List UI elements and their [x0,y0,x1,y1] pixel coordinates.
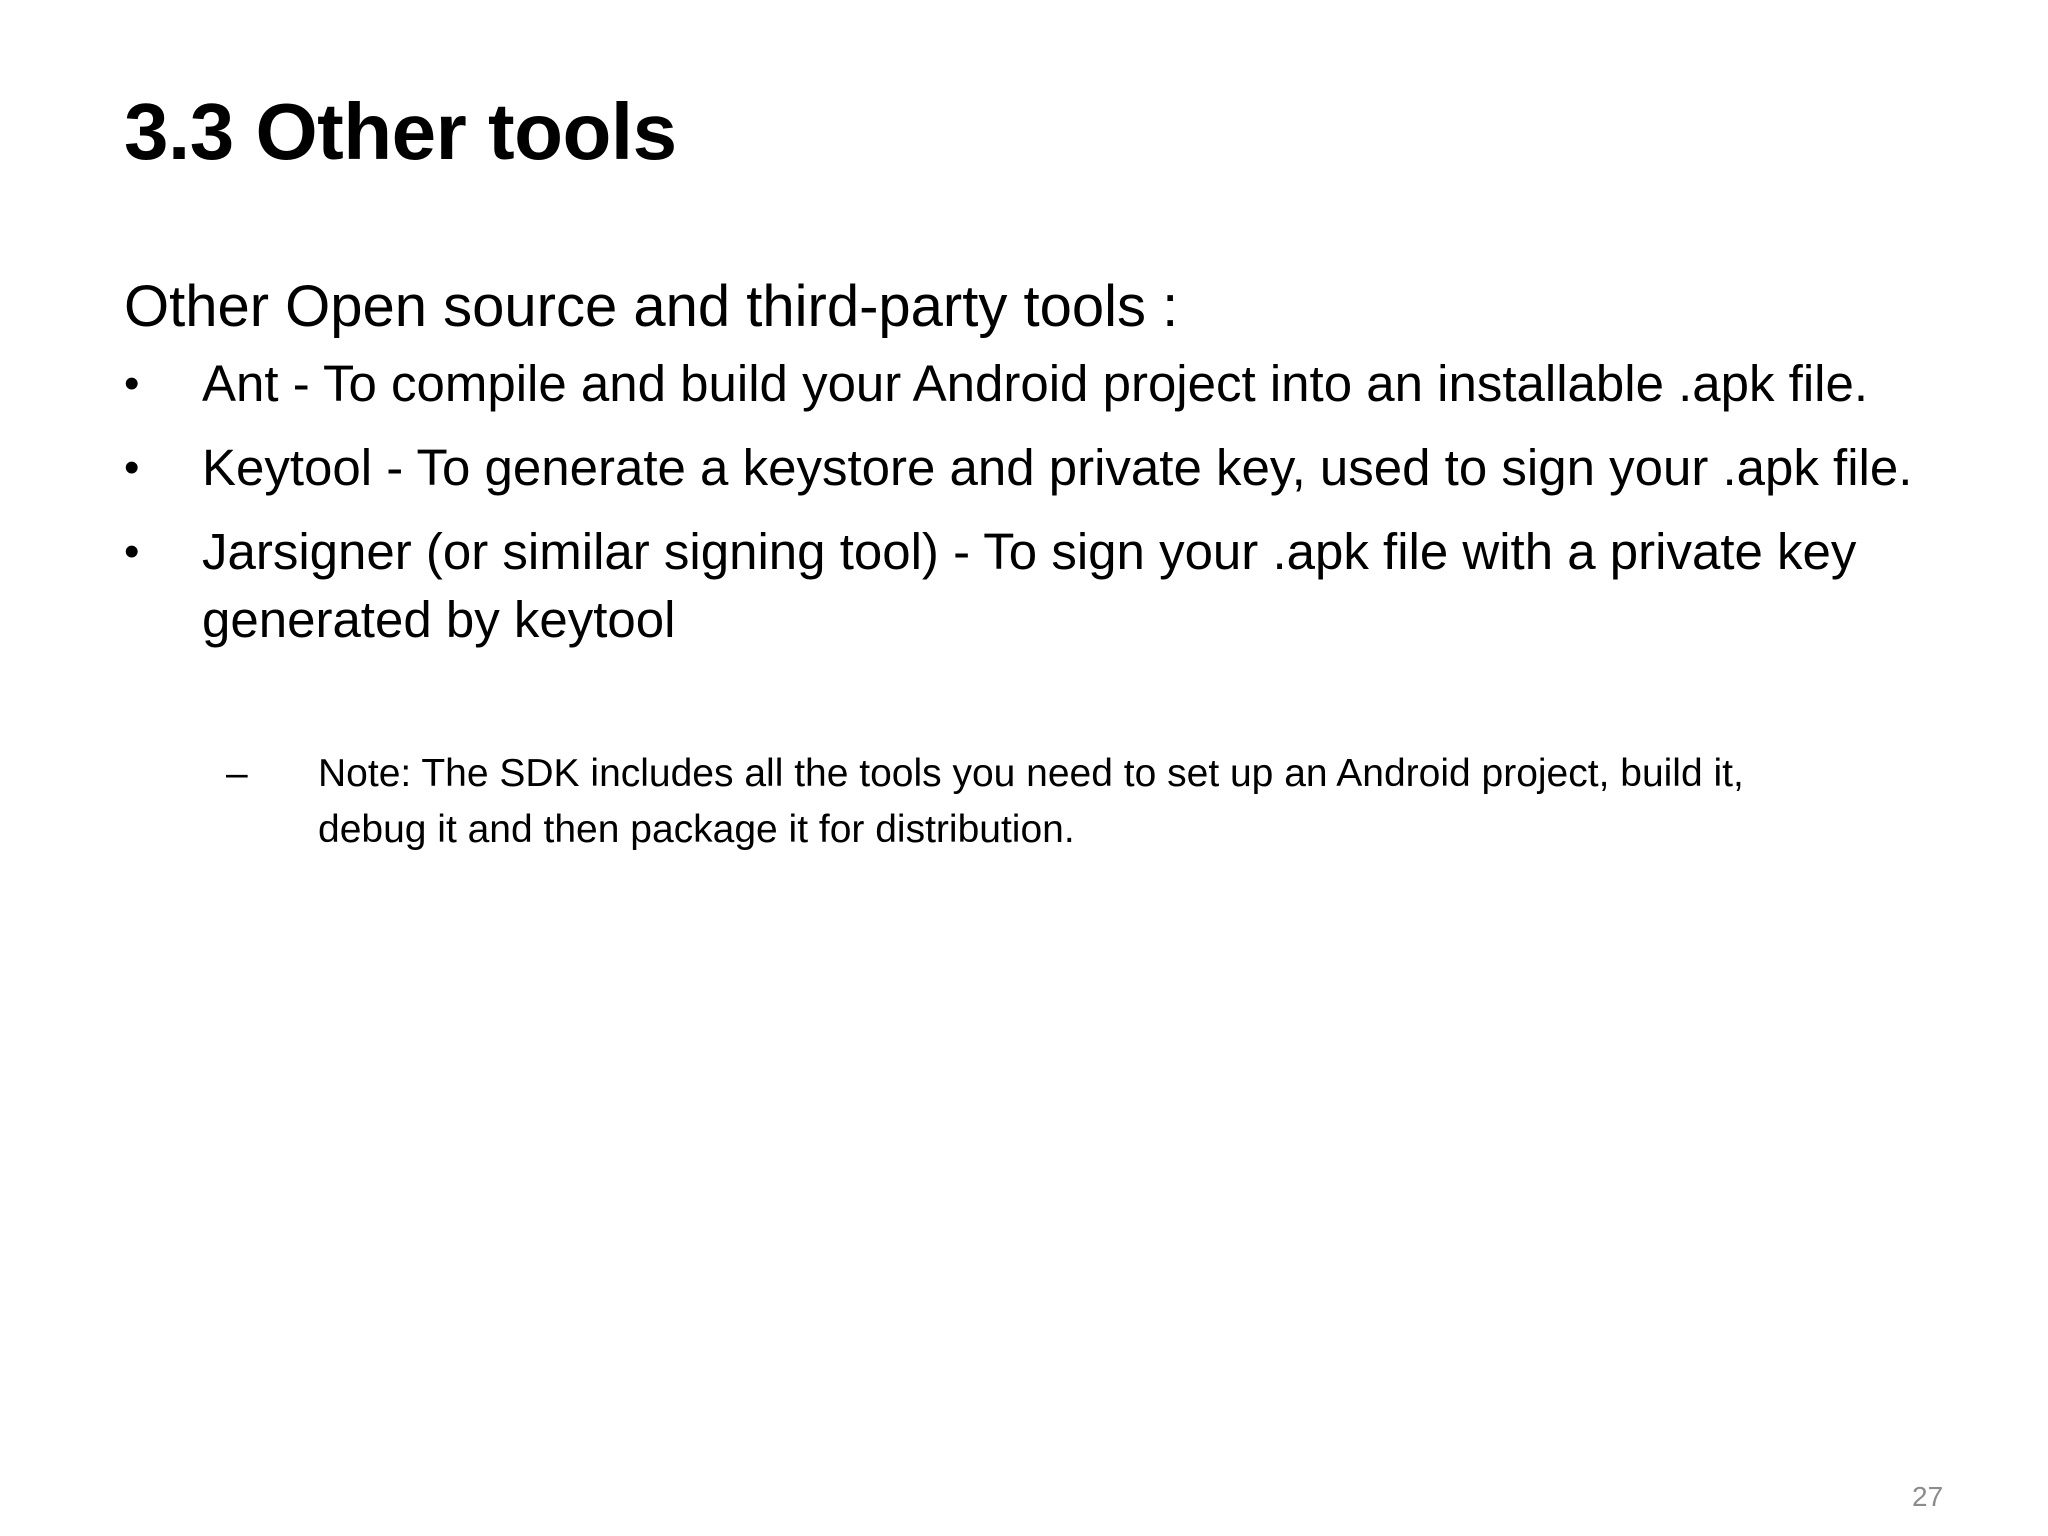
bullet-text: Keytool - To generate a keystore and private key, used to sign your .apk file. [202,438,1913,496]
bullet-item-jarsigner [124,518,1924,654]
note-text: Note: The SDK includes all the tools you need to set up an Android project, build it, debug it and then package it for distribution. [318,751,1744,851]
bullet-list [124,350,1924,654]
bullet-text: Jarsigner (or similar signing tool) - To sign your .apk file with a private key generated by keytool [202,522,1857,648]
note-item [226,746,1846,858]
intro-text: Other Open source and third-party tools : [124,274,1179,339]
slide-content [124,272,1924,858]
bullet-item-keytool [124,434,1924,502]
page-number: 27 [1912,1481,1944,1512]
bullet-icon: • [124,526,140,576]
slide-title: 3.3 Other tools [124,87,677,176]
bullet-item-ant [124,350,1924,418]
bullet-text: Ant - To compile and build your Android project into an installable .apk file. [202,354,1869,412]
bullet-icon: • [124,358,140,408]
bullet-icon: • [124,442,140,492]
dash-icon: – [226,751,248,795]
